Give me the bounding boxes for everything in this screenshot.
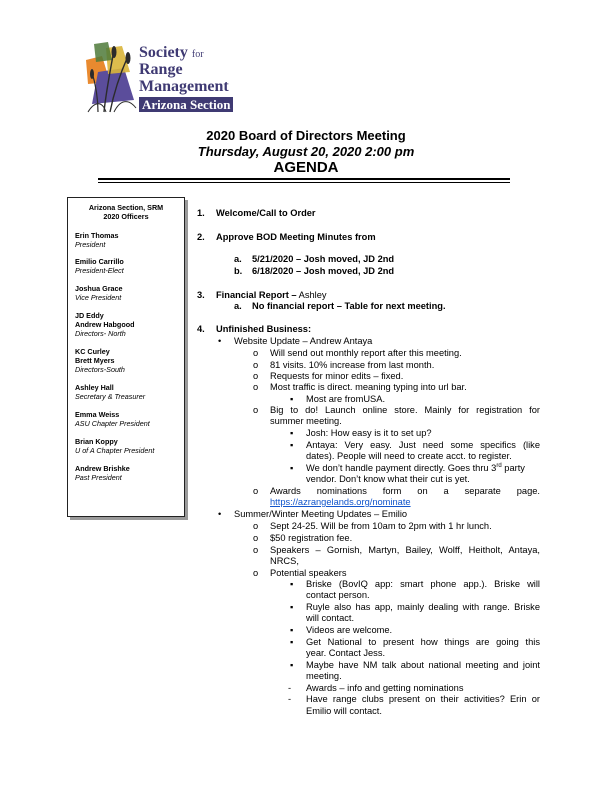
meeting-note: $50 registration fee. — [270, 533, 353, 543]
speaker-note: Briske (BovIQ app: smart phone app.). Briske will — [306, 579, 540, 589]
officer-role: Past President — [75, 473, 122, 482]
officers-sidebar — [67, 197, 185, 517]
sub-letter: b. — [234, 266, 243, 276]
meeting-note: Speakers – Gornish, Martyn, Bailey, Wolff, Heitholt, Antaya, — [270, 545, 540, 555]
square-bullet: ▪ — [290, 440, 294, 450]
meeting-note: Potential speakers — [270, 568, 347, 578]
circle-bullet: o — [253, 360, 259, 370]
officer-name: Brian Koppy — [75, 437, 118, 446]
meeting-dash-note: Have range clubs present on their activities? Erin or — [306, 694, 540, 704]
agenda-item-welcome: Welcome/Call to Order — [216, 208, 316, 218]
square-bullet: ▪ — [290, 463, 294, 473]
logo-text-range: Range — [139, 61, 183, 78]
speaker-note: Maybe have NM talk about national meeting and joint — [306, 660, 540, 670]
circle-bullet: o — [253, 382, 259, 392]
item-number: 3. — [197, 290, 205, 300]
website-update-heading: Website Update – Andrew Antaya — [234, 336, 373, 346]
officer-role: Vice President — [75, 293, 122, 302]
sub-letter: a. — [234, 301, 242, 311]
financial-item-a: No financial report – Table for next meeting. — [252, 301, 446, 311]
meeting-date: Thursday, August 20, 2020 2:00 pm — [197, 144, 415, 159]
meeting-note: Sept 24-25. Will be from 10am to 2pm with 1 hr lunch. — [270, 521, 492, 531]
website-subnote-cont: dates). People will need to create acct. to register. — [306, 451, 512, 461]
logo-text-management: Management — [139, 78, 229, 95]
circle-bullet: o — [253, 348, 259, 358]
officer-name: Joshua Grace — [75, 284, 123, 293]
item-number: 1. — [197, 208, 205, 218]
officers-sidebar-title: Arizona Section, SRM 2020 Officers — [88, 203, 164, 221]
circle-bullet: o — [253, 521, 259, 531]
officer-entry — [75, 347, 183, 374]
website-subnote-cont: vendor. Don’t know what their cut is yet. — [306, 474, 470, 484]
circle-bullet: o — [253, 486, 259, 496]
website-note-cont: summer meeting. — [270, 416, 342, 426]
meeting-title: 2020 Board of Directors Meeting — [206, 128, 406, 143]
officer-role: ASU Chapter President — [75, 419, 150, 428]
bullet: • — [218, 509, 222, 519]
circle-bullet: o — [253, 533, 259, 543]
officer-entry — [75, 410, 183, 428]
item-number: 2. — [197, 232, 205, 242]
speaker-note: Ruyle also has app, mainly dealing with range. Briske — [306, 602, 540, 612]
agenda-item-unfinished-business: Unfinished Business: — [216, 324, 312, 334]
bullet: • — [218, 336, 222, 346]
logo-text-society: Society for — [139, 44, 204, 61]
square-bullet: ▪ — [290, 602, 294, 612]
officer-name: Emma Weiss — [75, 410, 120, 419]
officer-entry — [75, 464, 183, 482]
meeting-dash-note: Awards – info and getting nominations — [306, 683, 464, 693]
square-bullet: ▪ — [290, 625, 294, 635]
website-note: Big to do! Launch online store. Mainly for registration for — [270, 405, 540, 415]
header-rule-thick — [98, 178, 510, 180]
officer-role: Directors- North — [75, 329, 126, 338]
srm-logo-graphic — [84, 42, 140, 114]
officer-entry — [75, 311, 183, 338]
officer-name: Brett Myers — [75, 356, 115, 365]
square-bullet: ▪ — [290, 394, 294, 404]
square-bullet: ▪ — [290, 637, 294, 647]
speaker-note: Videos are welcome. — [306, 625, 393, 635]
agenda-item-financial-report: Financial Report – Ashley — [216, 290, 327, 300]
logo-text-arizona-section: Arizona Section — [139, 97, 233, 112]
officer-name: Ashley Hall — [75, 383, 114, 392]
circle-bullet: o — [253, 371, 259, 381]
dash-bullet: - — [288, 683, 292, 693]
nominate-link[interactable]: https://azrangelands.org/nominate — [270, 497, 411, 507]
officer-role: President-Elect — [75, 266, 124, 275]
circle-bullet: o — [253, 568, 259, 578]
square-bullet: ▪ — [290, 579, 294, 589]
officer-role: U of A Chapter President — [75, 446, 155, 455]
minutes-item-a: 5/21/2020 – Josh moved, JD 2nd — [252, 254, 395, 264]
sub-letter: a. — [234, 254, 242, 264]
speaker-note-cont: contact person. — [306, 590, 370, 600]
officer-name: Emilio Carrillo — [75, 257, 124, 266]
officer-entry — [75, 383, 183, 401]
officer-name: Erin Thomas — [75, 231, 119, 240]
meeting-note-cont: NRCS, — [270, 556, 299, 566]
officer-name: Andrew Brishke — [75, 464, 130, 473]
circle-bullet: o — [253, 545, 259, 555]
officer-entry — [75, 437, 183, 455]
officer-name: JD Eddy — [75, 311, 104, 320]
circle-bullet: o — [253, 405, 259, 415]
meeting-dash-note-cont: Emilio will contact. — [306, 706, 382, 716]
website-subnote: Most are fromUSA. — [306, 394, 386, 404]
website-note: 81 visits. 10% increase from last month. — [270, 360, 435, 370]
item-number: 4. — [197, 324, 205, 334]
meeting-updates-heading: Summer/Winter Meeting Updates – Emilio — [234, 509, 408, 519]
officer-role: Secretary & Treasurer — [75, 392, 146, 401]
square-bullet: ▪ — [290, 428, 294, 438]
officer-entry — [75, 284, 183, 302]
minutes-item-b: 6/18/2020 – Josh moved, JD 2nd — [252, 266, 395, 276]
website-note: Will send out monthly report after this meeting. — [270, 348, 462, 358]
speaker-note-cont: year. Contact Jess. — [306, 648, 386, 658]
website-subnote: Josh: How easy is it to set up? — [306, 428, 432, 438]
agenda-heading: AGENDA — [273, 159, 339, 176]
officer-name: KC Curley — [75, 347, 110, 356]
square-bullet: ▪ — [290, 660, 294, 670]
header-rule-thin — [98, 182, 510, 183]
website-subnote: We don’t handle payment directly. Goes thru 3rd party — [306, 462, 525, 473]
officer-role: President — [75, 240, 106, 249]
officer-entry — [75, 257, 183, 275]
officer-entry — [75, 231, 183, 249]
speaker-note-cont: meeting. — [306, 671, 342, 681]
speaker-note: Get National to present how things are going this — [306, 637, 540, 647]
officer-role: Directors-South — [75, 365, 125, 374]
dash-bullet: - — [288, 694, 292, 704]
officer-name: Andrew Habgood — [75, 320, 135, 329]
srm-logo — [84, 42, 244, 114]
website-note: Most traffic is direct. meaning typing into url bar. — [270, 382, 467, 392]
website-note: Awards nominations form on a separate page. — [270, 486, 540, 496]
speaker-note-cont: will contact. — [306, 613, 355, 623]
agenda-item-approve-minutes: Approve BOD Meeting Minutes from — [216, 232, 376, 242]
website-note: Requests for minor edits – fixed. — [270, 371, 404, 381]
website-subnote: Antaya: Very easy. Just need some specifics (like — [306, 440, 540, 450]
